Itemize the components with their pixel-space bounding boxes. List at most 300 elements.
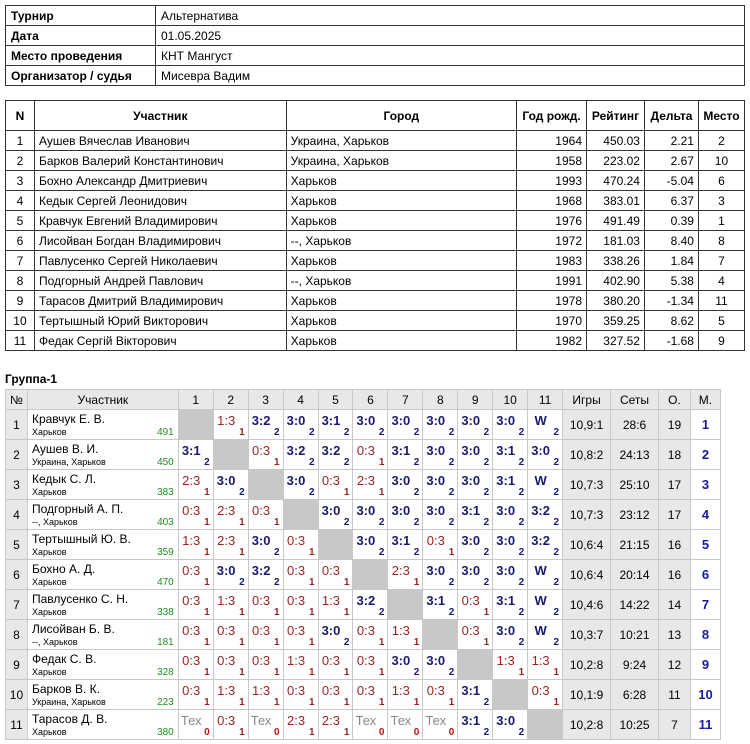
participants-cell: 8 bbox=[698, 231, 744, 251]
table-row bbox=[6, 151, 745, 171]
match-score: 3:2 bbox=[286, 443, 306, 458]
participants-cell: 1976 bbox=[517, 211, 587, 231]
self-cell bbox=[528, 710, 563, 740]
self-cell bbox=[423, 620, 458, 650]
match-points: 1 bbox=[448, 547, 455, 558]
participants-cell: 9 bbox=[6, 291, 35, 311]
match-score: 3:2 bbox=[321, 443, 341, 458]
match-result[interactable] bbox=[283, 650, 318, 680]
participants-cell: Харьков bbox=[286, 211, 516, 231]
match-result[interactable] bbox=[493, 470, 528, 500]
participants-cell: 6 bbox=[6, 231, 35, 251]
match-points: 2 bbox=[413, 457, 420, 468]
player-city: Харьков bbox=[31, 727, 67, 737]
participants-cell: 1 bbox=[698, 211, 744, 231]
match-result[interactable] bbox=[318, 650, 353, 680]
match-result[interactable] bbox=[423, 410, 458, 440]
match-result[interactable] bbox=[213, 650, 248, 680]
match-score: 3:2 bbox=[251, 413, 271, 428]
match-score: 1:3 bbox=[217, 413, 236, 428]
participants-cell: 491.49 bbox=[587, 211, 645, 231]
participants-cell: 1.84 bbox=[644, 251, 698, 271]
match-score: 0:3 bbox=[286, 563, 306, 578]
cross-header-col: 6 bbox=[353, 390, 388, 410]
match-result[interactable] bbox=[178, 710, 213, 740]
match-score: 0:3 bbox=[286, 683, 306, 698]
match-score: 0:3 bbox=[286, 593, 306, 608]
match-result[interactable] bbox=[528, 680, 563, 710]
cross-header-col: 3 bbox=[248, 390, 283, 410]
match-result[interactable] bbox=[283, 680, 318, 710]
match-result[interactable] bbox=[423, 710, 458, 740]
match-result[interactable] bbox=[318, 470, 353, 500]
match-points: 1 bbox=[274, 667, 280, 678]
match-result[interactable] bbox=[283, 620, 318, 650]
match-points: 2 bbox=[483, 577, 490, 588]
participants-table bbox=[5, 100, 745, 351]
match-result[interactable] bbox=[213, 530, 248, 560]
match-result[interactable] bbox=[423, 650, 458, 680]
match-result[interactable] bbox=[388, 620, 423, 650]
match-points: 1 bbox=[553, 697, 560, 708]
match-result[interactable] bbox=[178, 500, 213, 530]
self-cell bbox=[318, 530, 353, 560]
row-number: 3 bbox=[6, 470, 28, 500]
row-number: 5 bbox=[6, 530, 28, 560]
match-result[interactable] bbox=[458, 410, 493, 440]
info-row bbox=[6, 6, 745, 26]
match-result[interactable] bbox=[458, 470, 493, 500]
match-score: 0:3 bbox=[321, 563, 340, 578]
match-result[interactable] bbox=[528, 500, 563, 530]
player-rating: 338 bbox=[157, 607, 174, 618]
player-points: 16 bbox=[659, 530, 691, 560]
self-cell bbox=[493, 680, 528, 710]
match-result[interactable] bbox=[493, 620, 528, 650]
match-result[interactable] bbox=[423, 590, 458, 620]
match-result[interactable] bbox=[178, 530, 213, 560]
match-score: 2:3 bbox=[356, 473, 375, 488]
match-result[interactable] bbox=[178, 620, 213, 650]
match-result[interactable] bbox=[388, 530, 423, 560]
participants-cell: 380.20 bbox=[587, 291, 645, 311]
match-score: Тех bbox=[180, 713, 202, 728]
match-score: 1:3 bbox=[182, 533, 201, 548]
match-points: 2 bbox=[308, 427, 315, 438]
match-score: 3:0 bbox=[496, 623, 516, 638]
match-result[interactable] bbox=[388, 710, 423, 740]
cross-header-participant: Участник bbox=[27, 390, 178, 410]
match-result[interactable] bbox=[493, 710, 528, 740]
self-cell bbox=[283, 500, 318, 530]
match-result[interactable] bbox=[318, 590, 353, 620]
match-result[interactable] bbox=[528, 590, 563, 620]
table-row bbox=[6, 131, 745, 151]
match-points: 1 bbox=[308, 547, 315, 558]
match-result[interactable] bbox=[178, 650, 213, 680]
match-points: 2 bbox=[518, 517, 525, 528]
player-city: --, Харьков bbox=[31, 517, 78, 527]
match-result[interactable] bbox=[493, 500, 528, 530]
match-result[interactable] bbox=[423, 560, 458, 590]
participants-cell: Тертышный Юрий Викторович bbox=[34, 311, 286, 331]
match-result[interactable] bbox=[458, 710, 493, 740]
participants-cell: 1982 bbox=[517, 331, 587, 351]
match-points: 1 bbox=[204, 607, 210, 618]
match-points: 2 bbox=[413, 487, 420, 498]
match-result[interactable] bbox=[353, 440, 388, 470]
match-result[interactable] bbox=[388, 410, 423, 440]
match-points: 2 bbox=[518, 457, 525, 468]
match-result[interactable] bbox=[248, 680, 283, 710]
match-result[interactable] bbox=[283, 440, 318, 470]
participants-cell: --, Харьков bbox=[286, 231, 516, 251]
match-points: 1 bbox=[274, 517, 280, 528]
info-label: Дата bbox=[6, 26, 156, 46]
match-points: 2 bbox=[518, 547, 525, 558]
match-points: 2 bbox=[239, 487, 245, 498]
match-result[interactable] bbox=[213, 470, 248, 500]
participants-cell: Харьков bbox=[286, 171, 516, 191]
match-points: 2 bbox=[448, 457, 455, 468]
participants-cell: 2 bbox=[698, 131, 744, 151]
match-points: 1 bbox=[378, 667, 385, 678]
match-result[interactable] bbox=[248, 530, 283, 560]
match-points: 2 bbox=[448, 487, 455, 498]
match-result[interactable] bbox=[318, 560, 353, 590]
match-result[interactable] bbox=[353, 500, 388, 530]
match-result[interactable] bbox=[388, 680, 423, 710]
match-result[interactable] bbox=[248, 560, 283, 590]
player-points: 18 bbox=[659, 440, 691, 470]
match-score: 1:3 bbox=[217, 683, 236, 698]
player-sets: 24:13 bbox=[611, 440, 659, 470]
participants-header: N bbox=[6, 101, 35, 131]
match-score: Тех bbox=[355, 713, 377, 728]
cross-header-sets: Сеты bbox=[611, 390, 659, 410]
match-result[interactable] bbox=[458, 560, 493, 590]
match-points: 1 bbox=[204, 667, 210, 678]
self-cell bbox=[178, 410, 213, 440]
participants-cell: 1978 bbox=[517, 291, 587, 311]
self-cell bbox=[353, 560, 388, 590]
match-result[interactable] bbox=[528, 470, 563, 500]
match-result[interactable] bbox=[423, 530, 458, 560]
match-result[interactable] bbox=[283, 470, 318, 500]
table-row bbox=[6, 291, 745, 311]
match-points: 1 bbox=[343, 577, 350, 588]
info-row bbox=[6, 46, 745, 66]
match-score: 0:3 bbox=[286, 623, 306, 638]
match-result[interactable] bbox=[318, 680, 353, 710]
match-result[interactable] bbox=[213, 560, 248, 590]
match-result[interactable] bbox=[353, 680, 388, 710]
match-result[interactable] bbox=[493, 560, 528, 590]
match-score: 3:2 bbox=[531, 533, 550, 548]
match-result[interactable] bbox=[458, 530, 493, 560]
match-result[interactable] bbox=[458, 680, 493, 710]
match-points: 2 bbox=[274, 577, 280, 588]
match-points: 1 bbox=[343, 697, 350, 708]
player-rating: 380 bbox=[157, 727, 174, 738]
row-number: 7 bbox=[6, 590, 28, 620]
match-points: 2 bbox=[448, 607, 455, 618]
match-result[interactable] bbox=[493, 590, 528, 620]
match-points: 1 bbox=[239, 697, 245, 708]
match-score: 3:0 bbox=[391, 473, 411, 488]
participants-cell: 6 bbox=[698, 171, 744, 191]
table-row bbox=[6, 211, 745, 231]
match-score: 3:0 bbox=[496, 563, 516, 578]
player-city: --, Харьков bbox=[31, 637, 78, 647]
match-points: 2 bbox=[483, 487, 490, 498]
participants-cell: 1968 bbox=[517, 191, 587, 211]
match-score: 3:1 bbox=[321, 413, 341, 428]
match-result[interactable] bbox=[388, 650, 423, 680]
match-result[interactable] bbox=[248, 620, 283, 650]
match-result[interactable] bbox=[178, 560, 213, 590]
match-points: 1 bbox=[204, 697, 210, 708]
player-city: Украина, Харьков bbox=[31, 457, 106, 467]
match-result[interactable] bbox=[213, 500, 248, 530]
match-result[interactable] bbox=[248, 440, 283, 470]
match-result[interactable] bbox=[213, 620, 248, 650]
participants-cell: Барков Валерий Константинович bbox=[34, 151, 286, 171]
row-number: 10 bbox=[6, 680, 28, 710]
table-row bbox=[6, 251, 745, 271]
player-points: 19 bbox=[659, 410, 691, 440]
match-points: 2 bbox=[518, 727, 525, 738]
match-result[interactable] bbox=[423, 680, 458, 710]
match-score: 3:0 bbox=[391, 503, 411, 518]
match-result[interactable] bbox=[528, 440, 563, 470]
match-points: 2 bbox=[483, 727, 490, 738]
match-result[interactable] bbox=[283, 560, 318, 590]
match-result[interactable] bbox=[493, 440, 528, 470]
match-result[interactable] bbox=[388, 500, 423, 530]
match-score: 3:1 bbox=[461, 683, 481, 698]
match-result[interactable] bbox=[248, 410, 283, 440]
match-result[interactable] bbox=[248, 500, 283, 530]
match-points: 1 bbox=[308, 727, 315, 738]
match-points: 1 bbox=[239, 667, 245, 678]
match-score: 0:3 bbox=[182, 653, 201, 668]
match-points: 0 bbox=[378, 727, 385, 738]
match-points: 2 bbox=[518, 427, 525, 438]
match-result[interactable] bbox=[318, 410, 353, 440]
match-result[interactable] bbox=[213, 590, 248, 620]
player-games: 10,2:8 bbox=[563, 710, 611, 740]
participants-cell: 8 bbox=[6, 271, 35, 291]
match-result[interactable] bbox=[178, 440, 213, 470]
match-result[interactable] bbox=[423, 470, 458, 500]
info-value: КНТ Мангуст bbox=[156, 46, 745, 66]
match-score: 0:3 bbox=[461, 623, 480, 638]
match-result[interactable] bbox=[248, 710, 283, 740]
match-points: 1 bbox=[239, 637, 245, 648]
match-result[interactable] bbox=[318, 710, 353, 740]
match-score: Тех bbox=[390, 713, 412, 728]
player-name: Тертышный Ю. В. bbox=[31, 532, 131, 546]
match-result[interactable] bbox=[528, 410, 563, 440]
participants-cell: 3 bbox=[698, 191, 744, 211]
match-score: 3:0 bbox=[216, 473, 236, 488]
match-score: 1:3 bbox=[496, 653, 515, 668]
player-city: Харьков bbox=[31, 667, 67, 677]
match-points: 2 bbox=[483, 457, 490, 468]
participants-cell: Федак Сергій Вікторович bbox=[34, 331, 286, 351]
participants-cell: 6.37 bbox=[644, 191, 698, 211]
cross-header-col: 8 bbox=[423, 390, 458, 410]
match-score: 0:3 bbox=[461, 593, 480, 608]
match-result[interactable] bbox=[353, 710, 388, 740]
cross-header-col: 9 bbox=[458, 390, 493, 410]
match-result[interactable] bbox=[423, 500, 458, 530]
participants-cell: Подгорный Андрей Павлович bbox=[34, 271, 286, 291]
participants-cell: Харьков bbox=[286, 251, 516, 271]
match-points: 2 bbox=[483, 517, 490, 528]
match-result[interactable] bbox=[353, 410, 388, 440]
match-result[interactable] bbox=[528, 650, 563, 680]
match-result[interactable] bbox=[248, 650, 283, 680]
match-score: 3:0 bbox=[496, 713, 516, 728]
match-result[interactable] bbox=[283, 410, 318, 440]
match-result[interactable] bbox=[388, 440, 423, 470]
cross-table bbox=[5, 389, 721, 740]
cross-header-col: 10 bbox=[493, 390, 528, 410]
match-result[interactable] bbox=[283, 590, 318, 620]
cross-header-col: 11 bbox=[528, 390, 563, 410]
match-result[interactable] bbox=[528, 560, 563, 590]
match-result[interactable] bbox=[178, 590, 213, 620]
participants-header: Дельта bbox=[644, 101, 698, 131]
player-name: Аушев В. И. bbox=[31, 442, 99, 456]
match-points: 2 bbox=[274, 547, 280, 558]
match-score: 1:3 bbox=[252, 683, 271, 698]
participants-cell: 1993 bbox=[517, 171, 587, 191]
participants-cell: 383.01 bbox=[587, 191, 645, 211]
player-sets: 28:6 bbox=[611, 410, 659, 440]
match-score: 3:1 bbox=[426, 593, 446, 608]
participants-cell: 2.21 bbox=[644, 131, 698, 151]
participants-cell: -5.04 bbox=[644, 171, 698, 191]
match-points: 2 bbox=[378, 517, 385, 528]
table-row bbox=[6, 331, 745, 351]
match-points: 1 bbox=[378, 487, 385, 498]
match-score: 0:3 bbox=[182, 563, 201, 578]
player-place: 5 bbox=[690, 530, 720, 560]
match-score: 0:3 bbox=[252, 593, 271, 608]
match-points: 2 bbox=[448, 577, 455, 588]
match-result[interactable] bbox=[178, 680, 213, 710]
match-points: 1 bbox=[308, 577, 315, 588]
match-points: 1 bbox=[413, 577, 420, 588]
participants-cell: 0.39 bbox=[644, 211, 698, 231]
match-result[interactable] bbox=[353, 620, 388, 650]
match-points: 0 bbox=[204, 727, 210, 738]
match-result[interactable] bbox=[528, 530, 563, 560]
participants-cell: 359.25 bbox=[587, 311, 645, 331]
info-value: 01.05.2025 bbox=[156, 26, 745, 46]
match-result[interactable] bbox=[458, 590, 493, 620]
match-result[interactable] bbox=[283, 710, 318, 740]
match-points: 1 bbox=[204, 577, 210, 588]
match-result[interactable] bbox=[178, 470, 213, 500]
player-name: Федак С. В. bbox=[31, 652, 97, 666]
match-result[interactable] bbox=[458, 440, 493, 470]
match-points: 1 bbox=[343, 727, 350, 738]
match-points: 2 bbox=[274, 427, 280, 438]
match-result[interactable] bbox=[353, 590, 388, 620]
match-points: 1 bbox=[378, 457, 385, 468]
player-name: Кравчук Е. В. bbox=[31, 412, 105, 426]
match-points: 1 bbox=[274, 457, 280, 468]
match-result[interactable] bbox=[458, 620, 493, 650]
match-score: 0:3 bbox=[252, 503, 271, 518]
match-score: 3:2 bbox=[531, 503, 550, 518]
self-cell bbox=[388, 590, 423, 620]
match-score: 3:0 bbox=[356, 503, 376, 518]
participants-cell: 338.26 bbox=[587, 251, 645, 271]
player-cell bbox=[27, 680, 178, 710]
match-score: 3:0 bbox=[426, 563, 446, 578]
match-result[interactable] bbox=[318, 440, 353, 470]
match-result[interactable] bbox=[318, 620, 353, 650]
info-row bbox=[6, 26, 745, 46]
match-result[interactable] bbox=[493, 650, 528, 680]
participants-cell: 450.03 bbox=[587, 131, 645, 151]
cross-header-col: 2 bbox=[213, 390, 248, 410]
match-score: 2:3 bbox=[182, 473, 201, 488]
participants-cell: 1 bbox=[6, 131, 35, 151]
player-cell bbox=[27, 500, 178, 530]
match-result[interactable] bbox=[318, 500, 353, 530]
match-result[interactable] bbox=[283, 530, 318, 560]
match-points: 1 bbox=[204, 637, 210, 648]
player-rating: 403 bbox=[157, 517, 174, 528]
participants-cell: 1983 bbox=[517, 251, 587, 271]
match-result[interactable] bbox=[213, 710, 248, 740]
match-points: 2 bbox=[518, 577, 525, 588]
match-result[interactable] bbox=[528, 620, 563, 650]
match-score: 0:3 bbox=[217, 623, 236, 638]
participants-cell: 11 bbox=[6, 331, 35, 351]
match-result[interactable] bbox=[388, 560, 423, 590]
participants-cell: Бохно Александр Дмитриевич bbox=[34, 171, 286, 191]
player-games: 10,3:7 bbox=[563, 620, 611, 650]
match-points: 1 bbox=[204, 517, 210, 528]
match-result[interactable] bbox=[493, 530, 528, 560]
table-row bbox=[6, 500, 721, 530]
match-score: 3:0 bbox=[496, 503, 516, 518]
match-score: 0:3 bbox=[321, 473, 340, 488]
match-result[interactable] bbox=[353, 470, 388, 500]
match-result[interactable] bbox=[353, 530, 388, 560]
match-result[interactable] bbox=[213, 410, 248, 440]
match-result[interactable] bbox=[458, 500, 493, 530]
match-result[interactable] bbox=[423, 440, 458, 470]
match-result[interactable] bbox=[493, 410, 528, 440]
match-score: 3:0 bbox=[391, 653, 411, 668]
match-score: 0:3 bbox=[356, 623, 375, 638]
match-result[interactable] bbox=[388, 470, 423, 500]
match-points: 2 bbox=[343, 457, 350, 468]
match-result[interactable] bbox=[353, 650, 388, 680]
player-games: 10,9:1 bbox=[563, 410, 611, 440]
match-result[interactable] bbox=[213, 680, 248, 710]
match-result[interactable] bbox=[248, 590, 283, 620]
participants-cell: 10 bbox=[6, 311, 35, 331]
